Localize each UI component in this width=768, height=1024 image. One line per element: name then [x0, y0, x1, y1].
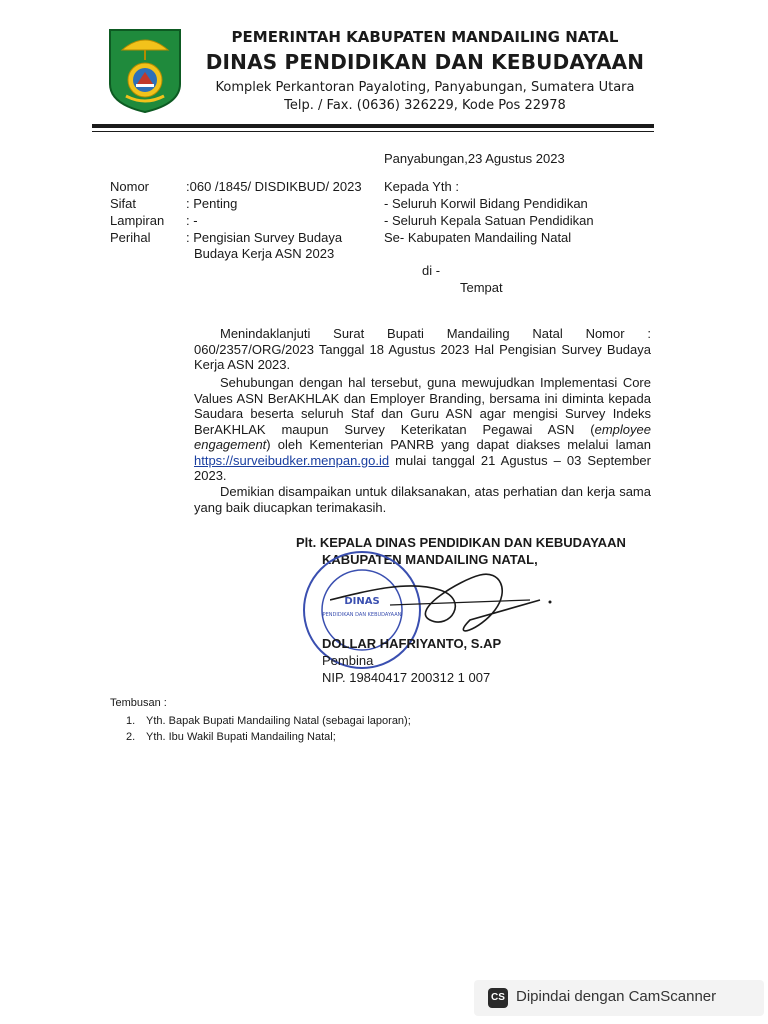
nomor-value: :060 /1845/ DISDIKBUD/ 2023 [186, 179, 362, 194]
perihal-value-cont: Budaya Kerja ASN 2023 [194, 246, 335, 261]
stamp-center-text: DINAS [344, 596, 380, 607]
list-item-number: 1. [126, 715, 136, 727]
letter-date: Panyabungan,23 Agustus 2023 [384, 151, 565, 166]
recipient-di: di - [422, 263, 441, 278]
nomor-label: Nomor [110, 179, 150, 194]
list-item: Yth. Bapak Bupati Mandailing Natal (sebagai laporan); [146, 715, 411, 727]
signatory-nip: NIP. 19840417 200312 1 007 [322, 670, 491, 685]
office-address: Komplek Perkantoran Payaloting, Panyabungan, Sumatera Utara [215, 80, 635, 95]
lampiran-value: : - [186, 213, 198, 228]
recipient-tempat: Tempat [460, 280, 503, 295]
camscanner-label: Dipindai dengan CamScanner [516, 988, 717, 1005]
list-item-number: 2. [126, 731, 136, 743]
sifat-value: : Penting [186, 196, 238, 211]
camscanner-watermark [474, 980, 764, 1016]
perihal-value: : Pengisian Survey Budaya [186, 230, 343, 245]
list-item: Yth. Ibu Wakil Bupati Mandailing Natal; [146, 731, 336, 743]
regency-emblem-icon [106, 26, 184, 114]
emphasis-text: employee engagement [194, 421, 651, 452]
letterhead-divider [92, 124, 654, 128]
survey-link[interactable]: https://surveibudker.menpan.go.id [194, 452, 390, 468]
body-paragraph-2: Sehubungan dengan hal tersebut, guna mewujudkan Implementasi Core Values ASN BerAKHLAK dan Employer Branding, bersama ini diminta kepada Saudara beserta seluruh Staf dan Guru ASN agar mengisi Survey Indeks BerAKHLAK maupun Survey Keterikatan Pegawai ASN (employee engagement) oleh Kementerian PANRB yang dapat diakses melalui laman https://surveibudker.menpan.go.id mulai tanggal 21 Agustus – 03 September 2023. [194, 375, 651, 483]
stamp-sub-text: PENDIDIKAN DAN KEBUDAYAAN [322, 612, 402, 618]
government-name: PEMERINTAH KABUPATEN MANDAILING NATAL [231, 28, 619, 46]
recipient-line: Se- Kabupaten Mandailing Natal [384, 230, 572, 245]
perihal-label: Perihal [110, 230, 151, 245]
camscanner-icon: CS [488, 988, 508, 1008]
department-name: DINAS PENDIDIKAN DAN KEBUDAYAAN [205, 50, 645, 74]
tembusan-title: Tembusan : [110, 697, 167, 709]
body-paragraph-3: Demikian disampaikan untuk dilaksanakan, atas perhatian dan kerja sama yang baik diucapkan terimakasih. [194, 484, 651, 515]
recipient-heading: Kepada Yth : [384, 179, 459, 194]
sifat-label: Sifat [110, 196, 137, 211]
signatory-name: DOLLAR HAFRIYANTO, S.AP [322, 636, 502, 651]
office-phone: Telp. / Fax. (0636) 326229, Kode Pos 22978 [284, 98, 566, 113]
signatory-title-cont: KABUPATEN MANDAILING NATAL, [322, 552, 538, 567]
letterhead-divider-thin [92, 131, 654, 132]
signatory-rank: Pembina [322, 653, 374, 668]
lampiran-label: Lampiran [110, 213, 165, 228]
signatory-title: Plt. KEPALA DINAS PENDIDIKAN DAN KEBUDAYAAN [296, 535, 626, 550]
recipient-line: - Seluruh Korwil Bidang Pendidikan [384, 196, 588, 211]
body-paragraph-1: Menindaklanjuti Surat Bupati Mandailing Natal Nomor : 060/2357/ORG/2023 Tanggal 18 Agustus 2023 Hal Pengisian Survey Budaya Kerja ASN 2023. [194, 326, 651, 372]
recipient-line: - Seluruh Kepala Satuan Pendidikan [384, 213, 594, 228]
